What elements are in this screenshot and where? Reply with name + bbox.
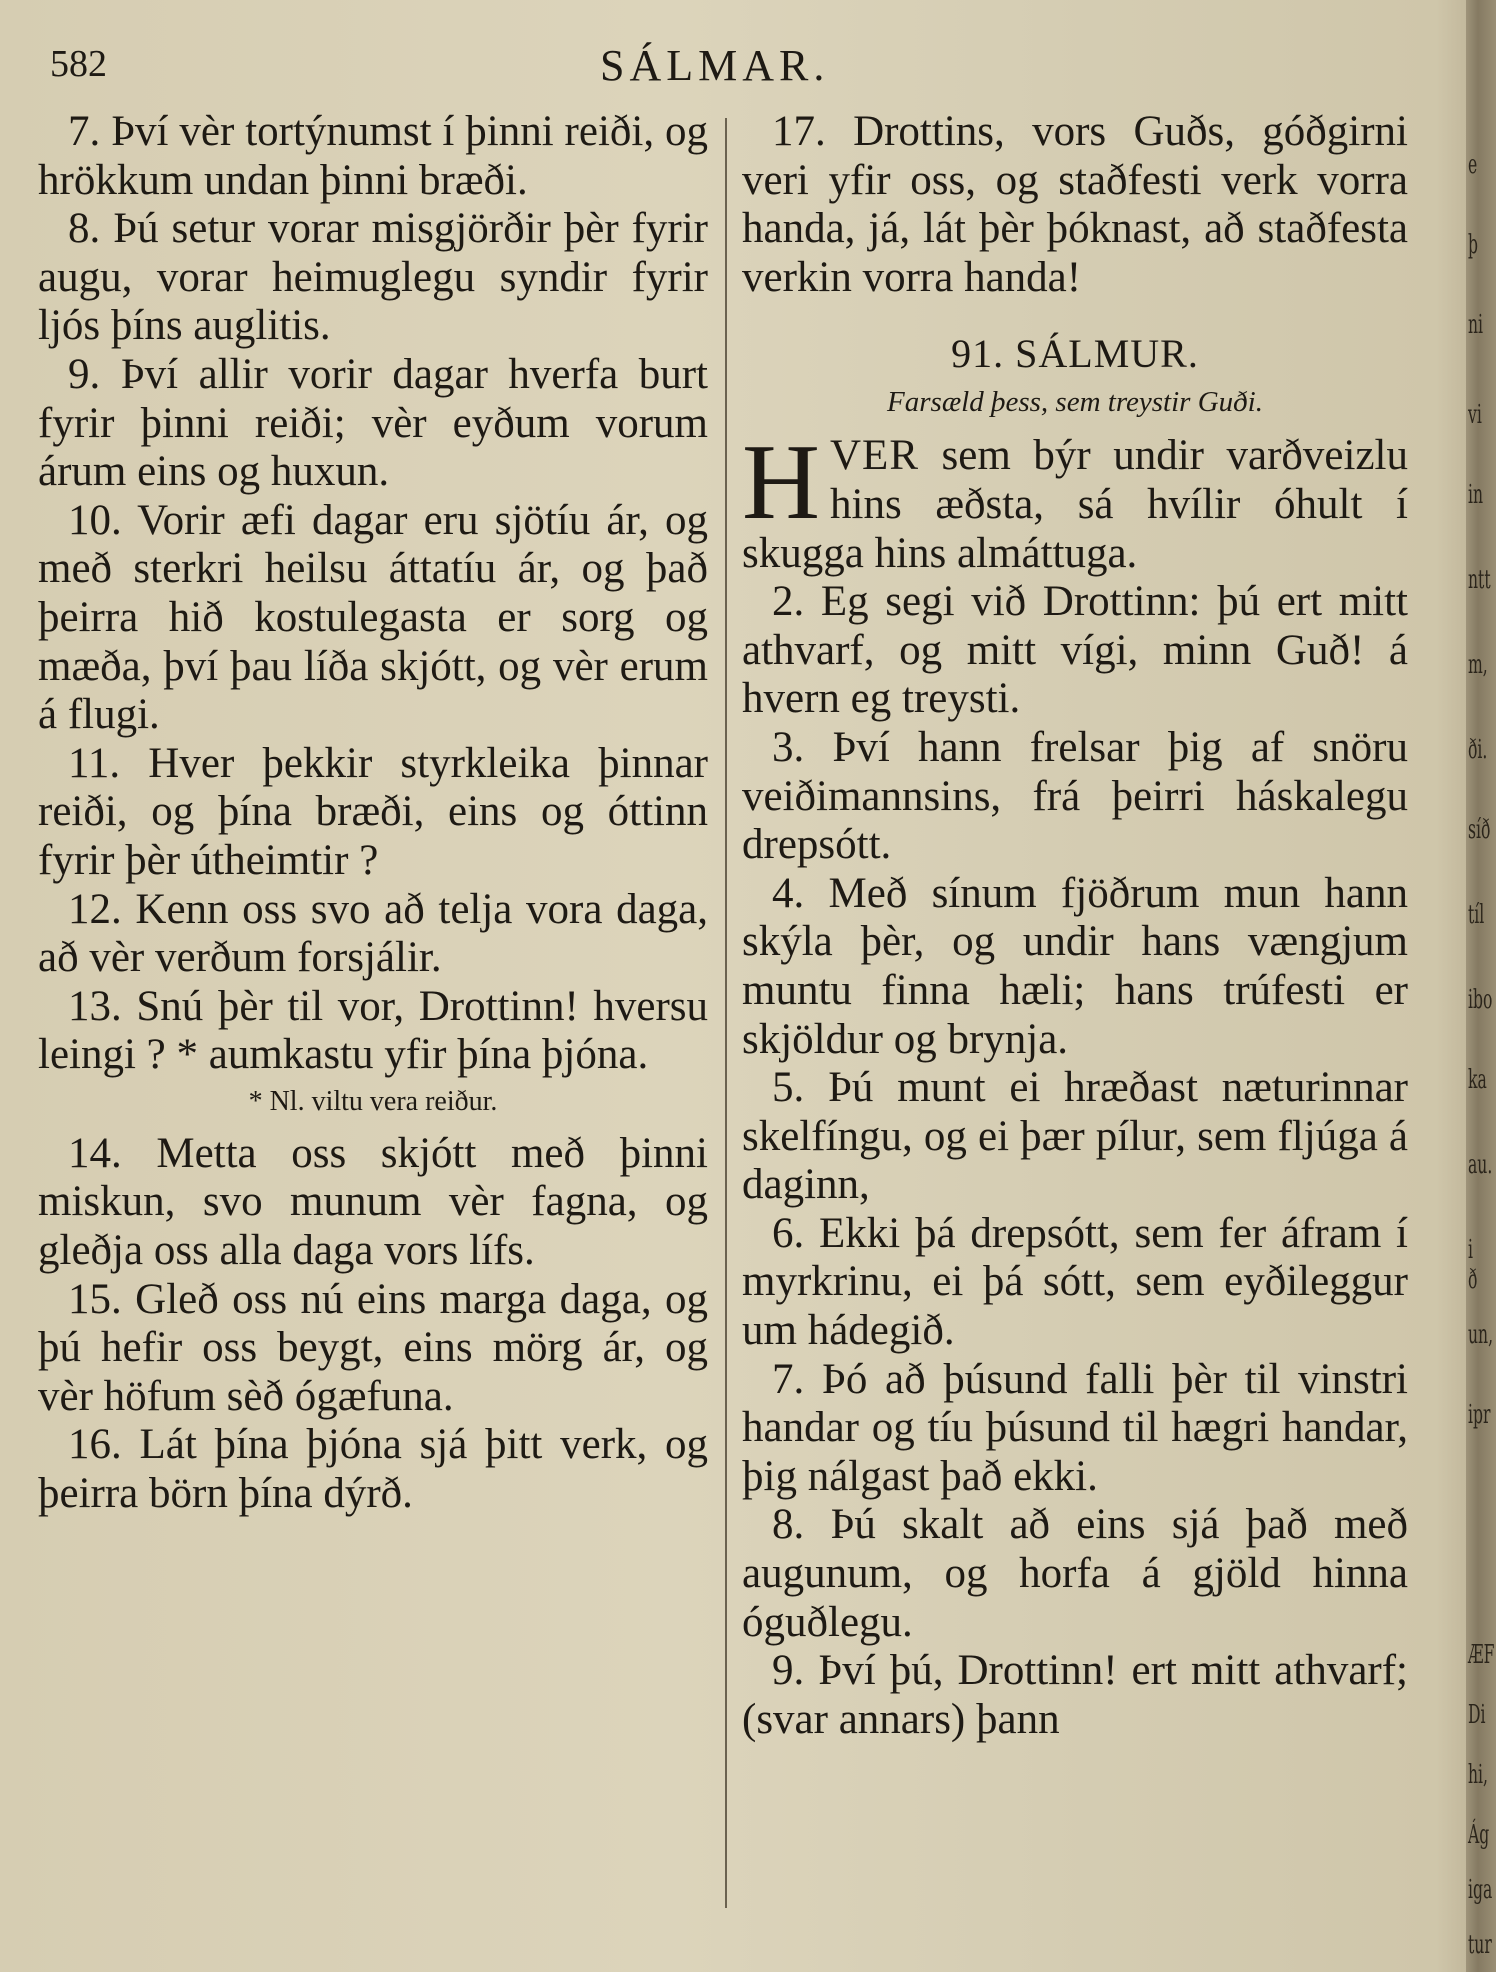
edge-fragment: in [1468, 480, 1484, 510]
edge-fragment: ði. [1468, 735, 1488, 765]
edge-fragment: ibo [1468, 985, 1493, 1015]
verse: 9. Því allir vorir dagar hverfa burt fyrir þinni reiði; vèr eyðum vorum árum eins og huxun. [38, 350, 708, 496]
verse: 6. Ekki þá drepsótt, sem fer áfram í myrkrinu, ei þá sótt, sem eyðileggur um hádegið. [742, 1209, 1408, 1355]
running-head: SÁLMAR. [600, 41, 830, 90]
page-header [40, 38, 1460, 98]
first-verse-text: sem býr undir varðveizlu hins æðsta, sá hvílir óhult í skugga hins almáttuga. [742, 432, 1408, 577]
edge-fragment: i ð [1468, 1235, 1478, 1295]
edge-fragment: síð [1468, 815, 1491, 845]
verse: 13. Snú þèr til vor, Drottinn! hversu leingi ? * aumkastu yfir þína þjóna. [38, 982, 708, 1079]
first-verse-caps: VER [830, 432, 919, 480]
edge-fragment: ÆF [1468, 1640, 1495, 1670]
page-number: 582 [50, 43, 107, 85]
facing-page-edge [1466, 0, 1496, 1972]
psalm-subtitle: Farsæld þess, sem treystir Guði. [887, 386, 1263, 419]
verse: 8. Þú skalt að eins sjá það með augunum, og horfa á gjöld hinna óguðlegu. [742, 1501, 1408, 1646]
drop-cap: H [742, 423, 820, 543]
edge-fragment: þ [1468, 230, 1478, 260]
edge-fragment: tíl [1468, 900, 1485, 930]
edge-fragment: tur [1468, 1930, 1492, 1960]
edge-fragment: ka [1468, 1065, 1487, 1095]
verse: 16. Lát þína þjóna sjá þitt verk, og þeirra börn þína dýrð. [38, 1421, 708, 1518]
verse: 15. Gleð oss nú eins marga daga, og þú hefir oss beygt, eins mörg ár, og vèr höfum sèð ógæfuna. [38, 1275, 708, 1420]
edge-fragment: vi [1468, 400, 1482, 430]
edge-fragment: ipr [1468, 1400, 1491, 1430]
edge-fragment: un, [1468, 1320, 1494, 1350]
edge-fragment: au. [1468, 1150, 1493, 1180]
verse: 2. Eg segi við Drottinn: þú ert mitt athvarf, og mitt vígi, minn Guð! á hvern eg treysti. [742, 578, 1408, 723]
edge-fragment: e [1468, 150, 1478, 180]
edge-fragment: ntt [1468, 565, 1491, 595]
left-column [38, 108, 708, 1519]
edge-fragment: iga [1468, 1875, 1493, 1905]
edge-fragment: m, [1468, 650, 1488, 680]
verse: 10. Vorir æfi dagar eru sjötíu ár, og með sterkri heilsu áttatíu ár, og það þeirra hið kostulegasta er sorg og mæða, því þau líða skjótt, og vèr erum á flugi. [38, 496, 708, 739]
verse: 9. Því þú, Drottinn! ert mitt athvarf; (svar annars) þann [742, 1647, 1408, 1743]
verse: 11. Hver þekkir styrkleika þinnar reiði, og þína bræði, eins og óttinn fyrir þèr útheimtir ? [38, 739, 708, 884]
verse: 3. Því hann frelsar þig af snöru veiðimannsins, frá þeirri háskalegu drepsótt. [742, 723, 1408, 869]
verse: 7. Þó að þúsund falli þèr til vinstri handar og tíu þúsund til hægri handar, þig nálgast það ekki. [742, 1355, 1408, 1500]
verse: 17. Drottins, vors Guðs, góðgirni veri yfir oss, og staðfesti verk vorra handa, já, lát þèr þóknast, að staðfesta verkin vorra handa! [742, 108, 1408, 301]
verse: 8. Þú setur vorar misgjörðir þèr fyrir augu, vorar heimuglegu syndir fyrir ljós þíns auglitis. [38, 205, 708, 350]
footnote: * Nl. viltu vera reiður. [248, 1085, 498, 1117]
column-divider [725, 118, 727, 1908]
verse: 5. Þú munt ei hræðast næturinnar skelfíngu, og ei þær pílur, sem fljúga á daginn, [742, 1064, 1408, 1209]
psalm-title: 91. SÁLMUR. [951, 331, 1199, 377]
verse: 7. Því vèr tortýnumst í þinni reiði, og hrökkum undan þinni bræði. [38, 108, 708, 204]
verse: 12. Kenn oss svo að telja vora daga, að vèr verðum forsjálir. [38, 885, 708, 982]
verse: 4. Með sínum fjöðrum mun hann skýla þèr, og undir hans vængjum muntu finna hæli; hans trúfesti er skjöldur og brynja. [742, 869, 1408, 1063]
edge-fragment: ni [1468, 310, 1484, 340]
edge-fragment: Ág [1468, 1820, 1490, 1850]
edge-fragment: hi, [1468, 1760, 1488, 1790]
first-verse [742, 423, 1408, 578]
verse: 14. Metta oss skjótt með þinni miskun, svo munum vèr fagna, og gleðja oss alla daga vors lífs. [38, 1129, 708, 1275]
right-column [742, 108, 1408, 1744]
edge-fragment: Di [1468, 1700, 1486, 1730]
